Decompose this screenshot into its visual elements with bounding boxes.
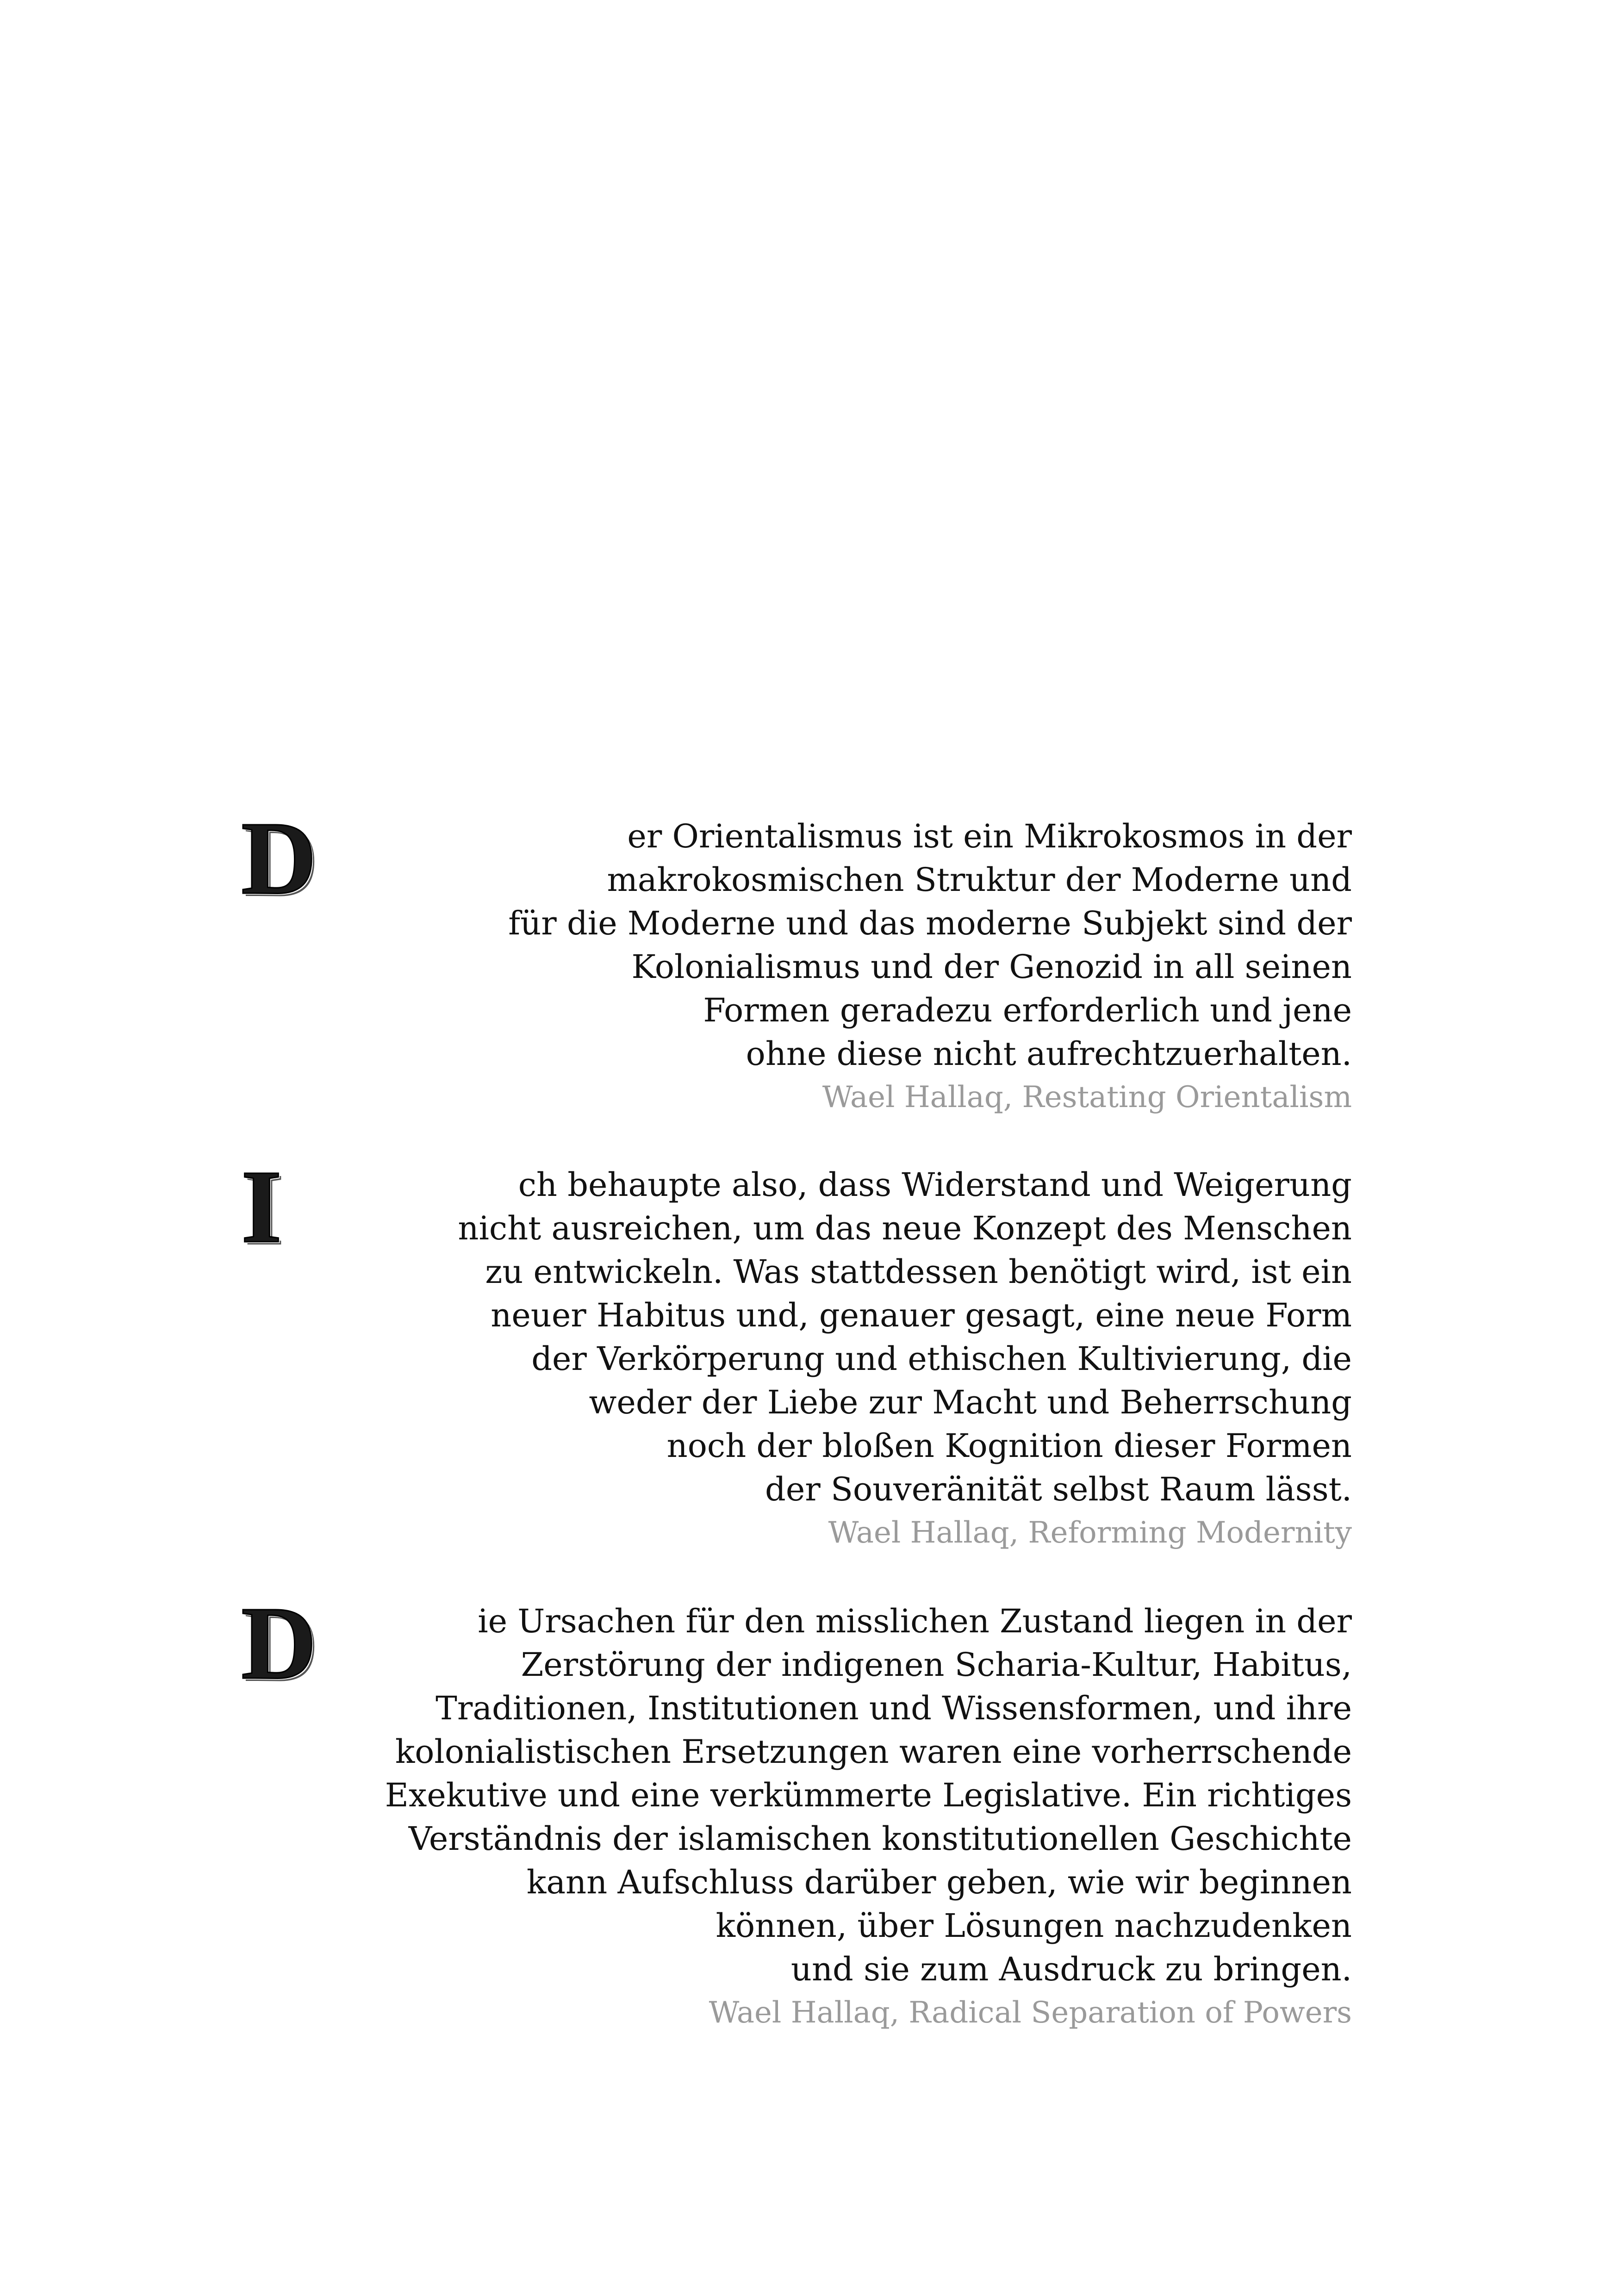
quote-line: weder der Liebe zur Macht und Beherrschung — [589, 1383, 1352, 1421]
quote-block-radical-separation-of-powers — [241, 1585, 1352, 2035]
quote-text — [241, 800, 1352, 1076]
quote-attribution: Wael Hallaq, Radical Separation of Powers — [709, 1996, 1352, 2030]
quote-line: der Souveränität selbst Raum lässt. — [765, 1470, 1352, 1508]
quote-line: nicht ausreichen, um das neue Konzept des Menschen — [458, 1209, 1352, 1247]
quote-line: und sie zum Ausdruck zu bringen. — [790, 1950, 1352, 1988]
quote-line: neuer Habitus und, genauer gesagt, eine neue Form — [491, 1296, 1352, 1334]
quote-line: Zerstörung der indigenen Scharia-Kultur, Habitus, — [521, 1646, 1352, 1684]
quote-line: ohne diese nicht aufrechtzuerhalten. — [746, 1035, 1352, 1073]
quote-line: noch der bloßen Kognition dieser Formen — [666, 1427, 1352, 1465]
quote-line: Traditionen, Institutionen und Wissensformen, und ihre — [436, 1689, 1352, 1727]
drop-cap: I — [241, 1149, 282, 1264]
quote-text — [241, 1585, 1352, 1991]
quote-text — [241, 1149, 1352, 1511]
quote-line: makrokosmischen Struktur der Moderne und — [607, 861, 1352, 899]
quote-line: zu entwickeln. Was stattdessen benötigt wird, ist ein — [485, 1253, 1352, 1291]
quote-block-restating-orientalism — [241, 800, 1352, 1119]
drop-cap: D — [241, 800, 317, 916]
quote-line: Exekutive und eine verkümmerte Legislative. Ein richtiges — [385, 1776, 1352, 1814]
quote-line: ch behaupte also, dass Widerstand und Weigerung — [518, 1166, 1352, 1204]
quote-line: können, über Lösungen nachzudenken — [716, 1907, 1352, 1945]
drop-cap: D — [241, 1585, 317, 1701]
quote-line: Verständnis der islamischen konstitutionellen Geschichte — [408, 1820, 1352, 1858]
quote-block-reforming-modernity — [241, 1149, 1352, 1555]
quote-line: er Orientalismus ist ein Mikrokosmos in der — [627, 817, 1352, 855]
quote-line: kolonialistischen Ersetzungen waren eine vorherrschende — [395, 1733, 1352, 1771]
quote-line: Kolonialismus und der Genozid in all seinen — [631, 948, 1352, 986]
quote-attribution: Wael Hallaq, Restating Orientalism — [822, 1080, 1352, 1114]
quote-line: für die Moderne und das moderne Subjekt sind der — [508, 904, 1352, 942]
quote-line: kann Aufschluss darüber geben, wie wir beginnen — [526, 1863, 1352, 1901]
quote-line: ie Ursachen für den misslichen Zustand liegen in der — [478, 1602, 1352, 1640]
quote-attribution: Wael Hallaq, Reforming Modernity — [828, 1516, 1352, 1550]
quote-line: Formen geradezu erforderlich und jene — [703, 991, 1352, 1029]
quote-line: der Verkörperung und ethischen Kultivierung, die — [531, 1340, 1352, 1378]
